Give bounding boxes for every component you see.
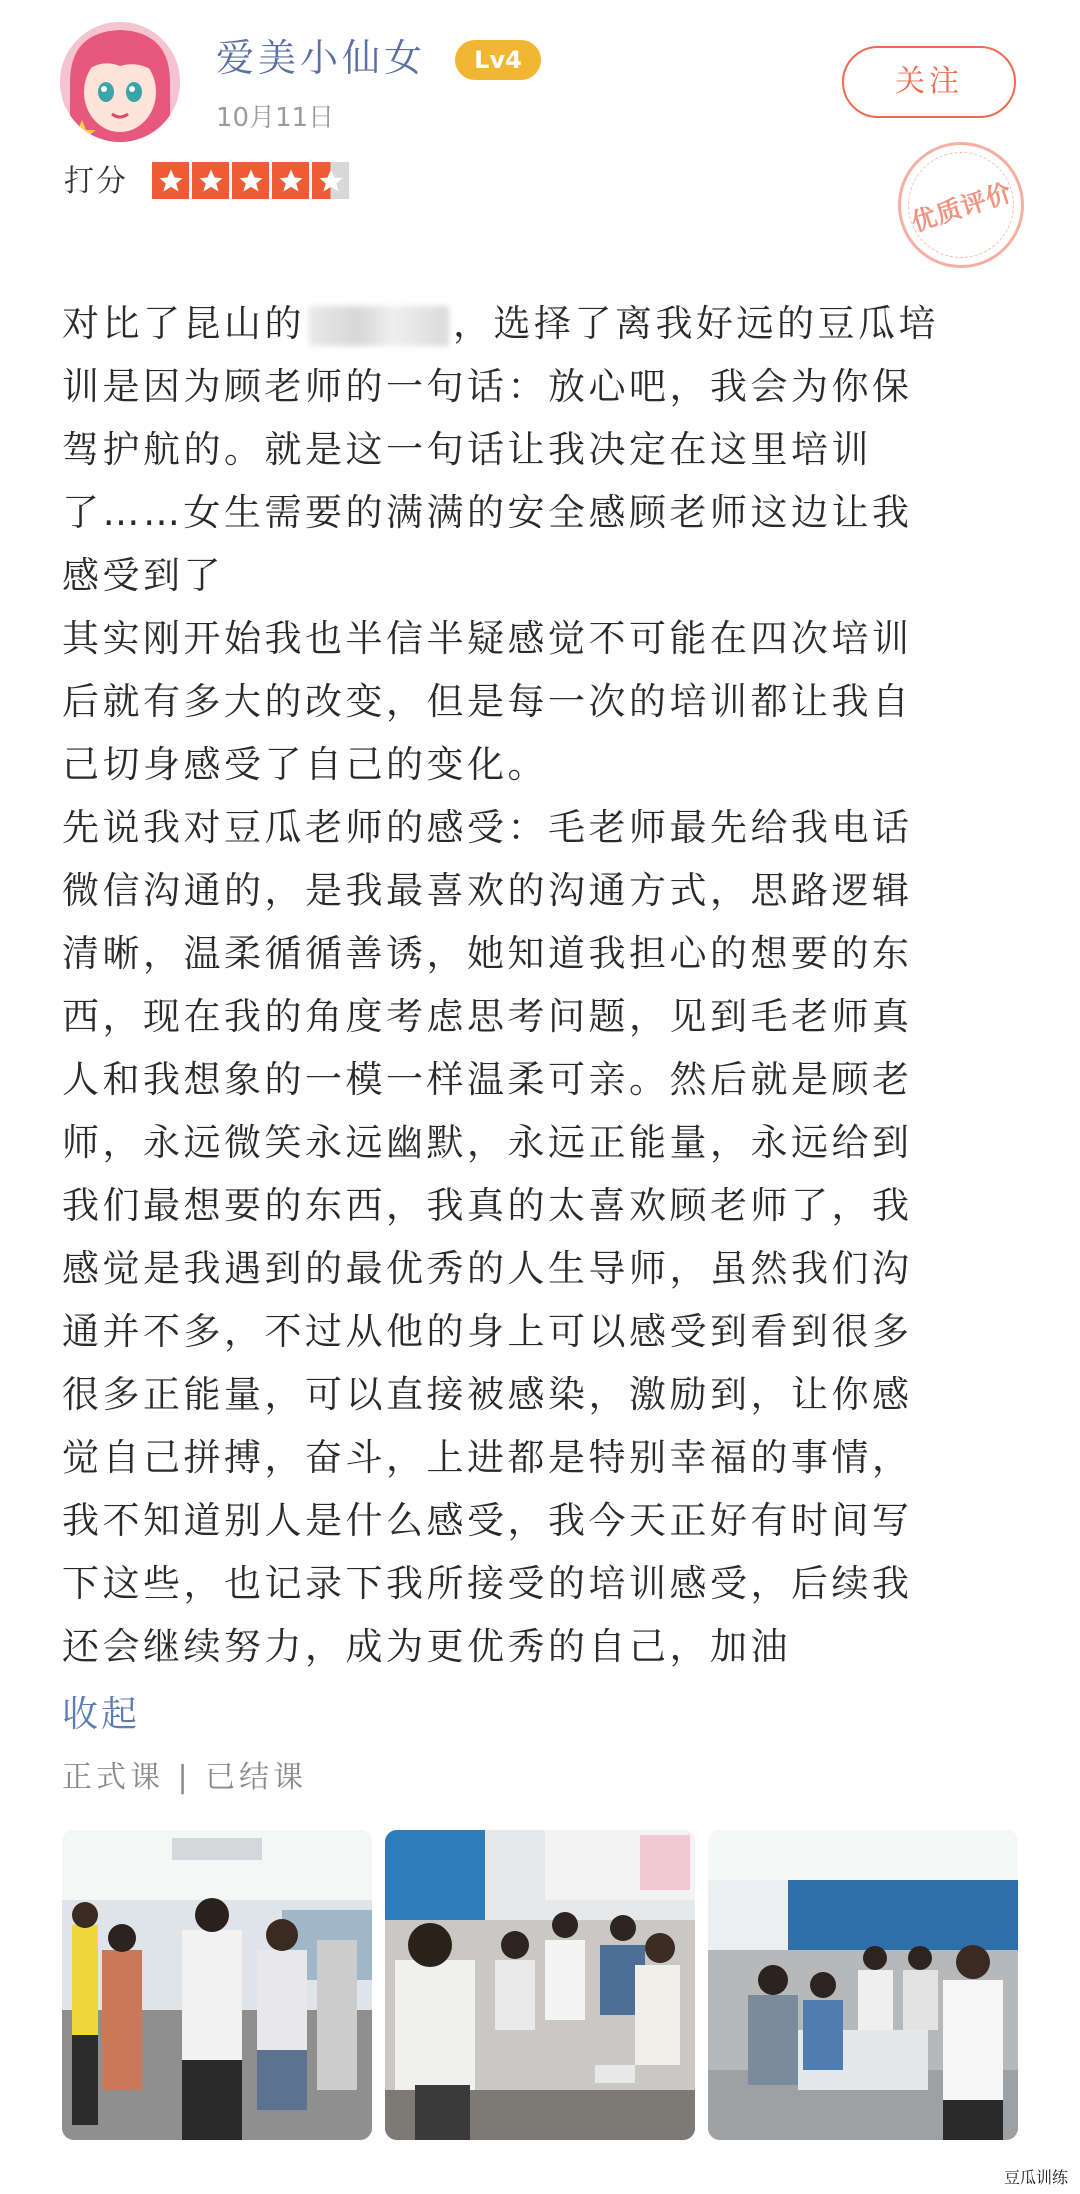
review-line: 了……女生需要的满满的安全感顾老师这边让我 [62, 491, 913, 534]
review-line: 很多正能量，可以直接被感染，激励到，让你感 [62, 1373, 913, 1416]
course-tags: 正式课 | 已结课 [62, 1760, 308, 1795]
review-line: 后就有多大的改变，但是每一次的培训都让我自 [62, 680, 913, 723]
review-line: 我不知道别人是什么感受，我今天正好有时间写 [62, 1499, 913, 1542]
review-photo-1[interactable] [62, 1830, 372, 2140]
quality-review-stamp [882, 126, 1041, 285]
review-line: 感受到了 [62, 554, 224, 597]
half-star-icon [312, 162, 349, 199]
review-line: 师，永远微笑永远幽默，永远正能量，永远给到 [62, 1121, 913, 1164]
review-line: 觉自己拼搏，奋斗，上进都是特别幸福的事情， [62, 1436, 913, 1479]
review-line: 人和我想象的一模一样温柔可亲。然后就是顾老 [62, 1058, 913, 1101]
review-photo-3[interactable] [708, 1830, 1018, 2140]
review-line: 我们最想要的东西，我真的太喜欢顾老师了，我 [62, 1184, 913, 1227]
review-line: 微信沟通的，是我最喜欢的沟通方式，思路逻辑 [62, 869, 913, 912]
review-line: 清晰，温柔循循善诱，她知道我担心的想要的东 [62, 932, 913, 975]
review-line: 还会继续努力，成为更优秀的自己，加油 [62, 1625, 791, 1668]
review-photo-2[interactable] [385, 1830, 695, 2140]
review-line: 驾护航的。就是这一句话让我决定在这里培训 [62, 428, 872, 471]
star-icon [152, 162, 189, 199]
review-line: 对比了昆山的 ，选择了离我好远的豆瓜培 [62, 302, 939, 345]
level-badge: Lv4 [455, 40, 541, 80]
review-line: 训是因为顾老师的一句话：放心吧，我会为你保 [62, 365, 913, 408]
redacted-blur [309, 306, 449, 346]
quality-stamp-text: 优质评价 [907, 177, 1016, 238]
review-line: 下这些，也记录下我所接受的培训感受，后续我 [62, 1562, 913, 1605]
review-line: 西，现在我的角度考虑思考问题，见到毛老师真 [62, 995, 913, 1038]
review-line: 通并不多，不过从他的身上可以感受到看到很多 [62, 1310, 913, 1353]
rating-stars [152, 162, 349, 200]
review-text [62, 292, 1022, 1678]
follow-button[interactable]: 关注 [842, 46, 1016, 118]
avatar[interactable] [60, 22, 180, 142]
post-date: 10月11日 [216, 103, 335, 133]
review-line: 感觉是我遇到的最优秀的人生导师，虽然我们沟 [62, 1247, 913, 1290]
watermark-text: 豆瓜训练 [1003, 2168, 1068, 2187]
username[interactable]: 爱美小仙女 [216, 36, 427, 80]
collapse-link[interactable]: 收起 [62, 1694, 141, 1735]
star-icon [192, 162, 229, 199]
rating-label: 打分 [64, 164, 128, 199]
review-line: 己切身感受了自己的变化。 [62, 743, 548, 786]
review-line: 先说我对豆瓜老师的感受：毛老师最先给我电话 [62, 806, 913, 849]
review-line: 其实刚开始我也半信半疑感觉不可能在四次培训 [62, 617, 913, 660]
star-icon [232, 162, 269, 199]
star-icon [272, 162, 309, 199]
